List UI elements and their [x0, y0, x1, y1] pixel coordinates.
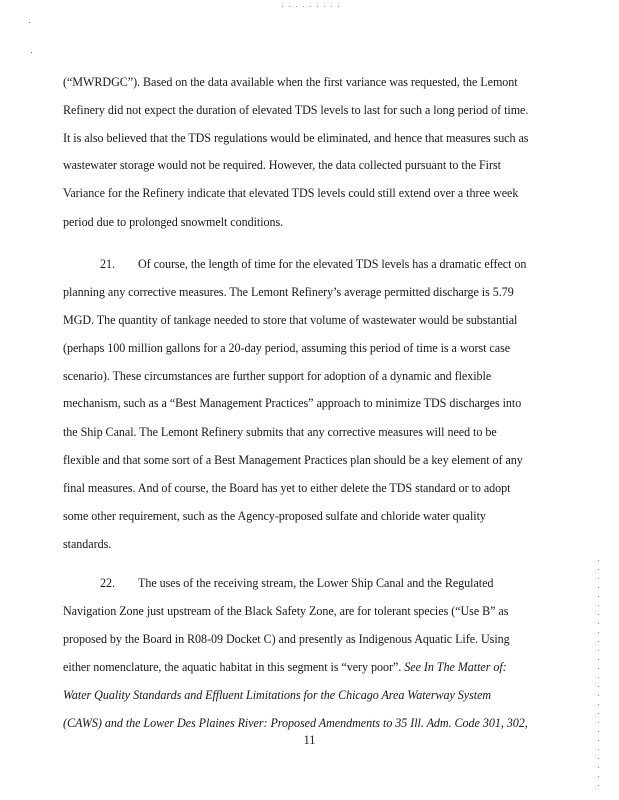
citation-line: (CAWS) and the Lower Des Plaines River: Proposed Amendments to 35 Ill. Adm. Code 301, 302,	[63, 716, 528, 730]
paragraph-number: 22.	[100, 576, 115, 590]
paragraph-21-first-line	[63, 257, 549, 271]
text-span: either nomenclature, the aquatic habitat in this segment is “very poor”.	[63, 660, 405, 674]
text-line: planning any corrective measures. The Lemont Refinery’s average permitted discharge is 5.79	[63, 285, 514, 299]
text-line: MGD. The quantity of tankage needed to store that volume of wastewater would be substantial	[63, 313, 518, 327]
text-line	[63, 660, 549, 674]
paragraph-number: 21.	[100, 257, 115, 271]
text-line: Navigation Zone just upstream of the Black Safety Zone, are for tolerant species (“Use B” as	[63, 604, 509, 618]
scan-speck	[29, 22, 30, 23]
text-line: mechanism, such as a “Best Management Practices” approach to minimize TDS discharges into	[63, 396, 522, 410]
text-line: Refinery did not expect the duration of elevated TDS levels to last for such a long period of time.	[63, 103, 529, 117]
text-line: wastewater storage would not be required. However, the data collected pursuant to the First	[63, 158, 501, 172]
text-line: flexible and that some sort of a Best Management Practices plan should be a key element of any	[63, 453, 523, 467]
scan-speck	[31, 52, 32, 53]
scan-mark	[282, 6, 342, 7]
text-line: Variance for the Refinery indicate that elevated TDS levels could still extend over a three week	[63, 186, 519, 200]
text-line: proposed by the Board in R08-09 Docket C) and presently as Indigenous Aquatic Life. Using	[63, 632, 510, 646]
citation-text: See In The Matter of:	[404, 660, 507, 674]
text-line: some other requirement, such as the Agency-proposed sulfate and chloride water quality	[63, 509, 486, 523]
text-line: standards.	[63, 537, 112, 551]
citation-line: Water Quality Standards and Effluent Limitations for the Chicago Area Waterway System	[63, 688, 492, 702]
text-line: It is also believed that the TDS regulations would be eliminated, and hence that measures such as	[63, 131, 529, 145]
text-span: The uses of the receiving stream, the Lower Ship Canal and the Regulated	[138, 576, 494, 590]
text-line: the Ship Canal. The Lemont Refinery submits that any corrective measures will need to be	[63, 425, 497, 439]
text-line: (“MWRDGC”). Based on the data available when the first variance was requested, the Lemont	[63, 75, 518, 89]
text-span: Of course, the length of time for the elevated TDS levels has a dramatic effect on	[138, 257, 527, 271]
text-line: final measures. And of course, the Board has yet to either delete the TDS standard or to adopt	[63, 481, 511, 495]
scan-edge-artifact	[598, 560, 599, 790]
text-line: (perhaps 100 million gallons for a 20-day period, assuming this period of time is a worst case	[63, 341, 511, 355]
text-line: period due to prolonged snowmelt conditions.	[63, 215, 284, 229]
text-line: scenario). These circumstances are further support for adoption of a dynamic and flexible	[63, 369, 492, 383]
page-number: 11	[303, 733, 316, 747]
paragraph-22-first-line	[63, 576, 549, 590]
